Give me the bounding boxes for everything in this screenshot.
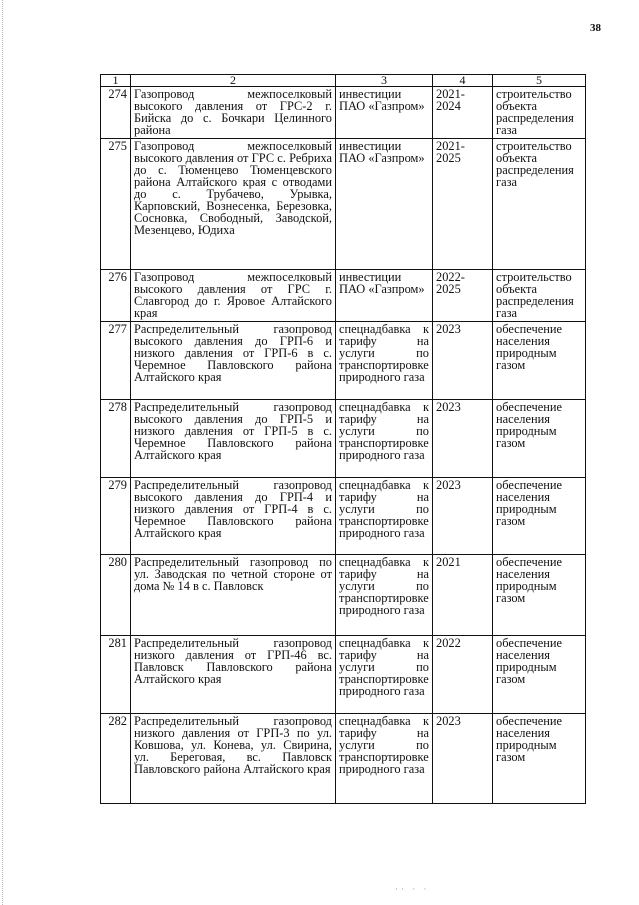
row-number: 280	[101, 555, 131, 636]
header-col-1: 1	[101, 75, 131, 87]
table-row	[101, 714, 586, 804]
table-row	[101, 478, 586, 555]
funding-source: спецнадбавка к тарифу на услуги по транспортировке природного газа	[336, 322, 433, 400]
gas-objects-table	[100, 74, 586, 804]
table-row	[101, 139, 586, 270]
implementation-period: 2023	[433, 400, 493, 478]
row-number: 275	[101, 139, 131, 270]
object-name: Распределительный газопровод низкого давления от ГРП-3 по ул. Ковшова, ул. Конева, ул. Свирина, ул. Береговая, вс. Павловск Павловского района Алтайского края	[131, 714, 336, 804]
object-name: Газопровод межпоселковый высокого давления от ГРС с. Ребриха до с. Тюменцево Тюменцевского района Алтайского края с отводами до с. Трубачево, Урывка, Карповский, Вознесенка, Березовка, Сосновка, Свободный, Заводской, Мезенцево, Юдиха	[131, 139, 336, 270]
implementation-period: 2022	[433, 636, 493, 714]
expected-result: обеспечение населения природным газом	[493, 636, 586, 714]
page-number: 38	[590, 22, 601, 34]
object-name: Газопровод межпоселковый высокого давления от ГРС-2 г. Бийска до с. Бочкари Целинного района	[131, 87, 336, 139]
header-col-2: 2	[131, 75, 336, 87]
expected-result: обеспечение населения природным газом	[493, 478, 586, 555]
row-number: 278	[101, 400, 131, 478]
table-row	[101, 322, 586, 400]
table-row	[101, 270, 586, 322]
funding-source: спецнадбавка к тарифу на услуги по транспортировке природного газа	[336, 555, 433, 636]
object-name: Распределительный газопровод высокого давления до ГРП-5 и низкого давления от ГРП-5 в с. Черемное Павловского района Алтайского края	[131, 400, 336, 478]
object-name: Распределительный газопровод высокого давления до ГРП-6 и низкого давления от ГРП-6 в с. Черемное Павловского района Алтайского края	[131, 322, 336, 400]
object-name: Распределительный газопровод по ул. Заводская по четной стороне от дома № 14 в с. Павловск	[131, 555, 336, 636]
table-row	[101, 555, 586, 636]
implementation-period: 2023	[433, 714, 493, 804]
expected-result: строительство объекта распределения газа	[493, 87, 586, 139]
object-name: Газопровод межпоселковый высокого давления от ГРС г. Славгород до г. Яровое Алтайского края	[131, 270, 336, 322]
funding-source: спецнадбавка к тарифу на услуги по транспортировке природного газа	[336, 478, 433, 555]
table-row	[101, 636, 586, 714]
funding-source: спецнадбавка к тарифу на услуги по транспортировке природного газа	[336, 400, 433, 478]
scan-artifact: ·· · ·	[395, 884, 430, 894]
object-name: Распределительный газопровод низкого давления от ГРП-46 вс. Павловск Павловского района Алтайского края	[131, 636, 336, 714]
row-number: 282	[101, 714, 131, 804]
funding-source: спецнадбавка к тарифу на услуги по транспортировке природного газа	[336, 714, 433, 804]
expected-result: обеспечение населения природным газом	[493, 400, 586, 478]
implementation-period: 2023	[433, 322, 493, 400]
expected-result: обеспечение населения природным газом	[493, 714, 586, 804]
header-col-3: 3	[336, 75, 433, 87]
expected-result: обеспечение населения природным газом	[493, 322, 586, 400]
binding-margin-line	[2, 0, 4, 905]
expected-result: строительство объекта распределения газа	[493, 270, 586, 322]
object-name: Распределительный газопровод высокого давления до ГРП-4 и низкого давления от ГРП-4 в с. Черемное Павловского района Алтайского края	[131, 478, 336, 555]
funding-source: инвестиции ПАО «Газпром»	[336, 270, 433, 322]
funding-source: спецнадбавка к тарифу на услуги по транспортировке природного газа	[336, 636, 433, 714]
table-header-row	[101, 75, 586, 87]
row-number: 276	[101, 270, 131, 322]
expected-result: обеспечение населения природным газом	[493, 555, 586, 636]
implementation-period: 2021	[433, 555, 493, 636]
header-col-5: 5	[493, 75, 586, 87]
row-number: 279	[101, 478, 131, 555]
implementation-period: 2021-2025	[433, 139, 493, 270]
implementation-period: 2022-2025	[433, 270, 493, 322]
implementation-period: 2023	[433, 478, 493, 555]
row-number: 277	[101, 322, 131, 400]
table-row	[101, 87, 586, 139]
funding-source: инвестиции ПАО «Газпром»	[336, 139, 433, 270]
row-number: 274	[101, 87, 131, 139]
table-row	[101, 400, 586, 478]
header-col-4: 4	[433, 75, 493, 87]
row-number: 281	[101, 636, 131, 714]
funding-source: инвестиции ПАО «Газпром»	[336, 87, 433, 139]
expected-result: строительство объекта распределения газа	[493, 139, 586, 270]
implementation-period: 2021-2024	[433, 87, 493, 139]
